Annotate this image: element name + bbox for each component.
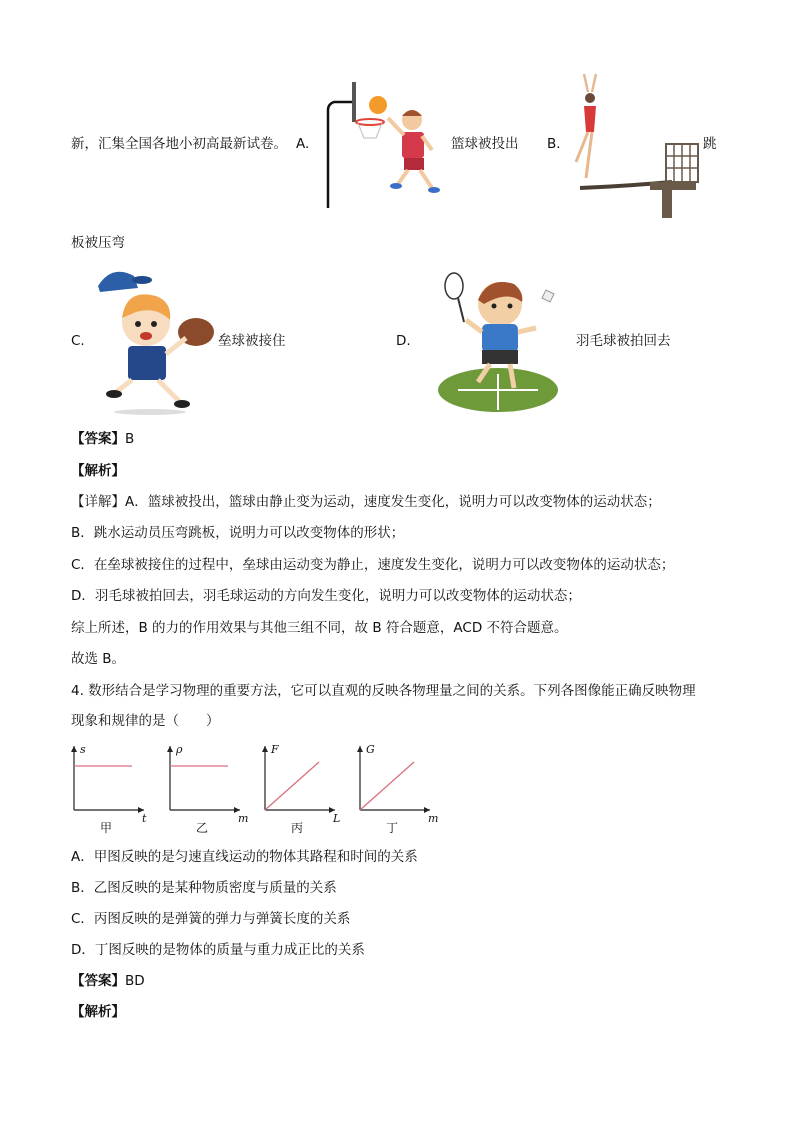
graph-caption: 乙	[195, 821, 209, 835]
graph-x-label: t	[142, 812, 147, 825]
option-c-letter: C.	[71, 333, 85, 349]
q3-conclusion: 故选 B。	[71, 651, 126, 667]
graph-y-arrow	[71, 746, 77, 752]
graph-caption: 丙	[290, 821, 304, 835]
option-b-letter: B.	[547, 136, 561, 152]
graph-y-label: F	[271, 743, 279, 756]
q3-summary: 综上所述，B 的力的作用效果与其他三组不同，故 B 符合题意，ACD 不符合题意。	[71, 620, 568, 636]
q3-answer-label: 【答案】	[71, 431, 125, 447]
option-c-caption: 垒球被接住	[218, 333, 286, 349]
option-a-letter: A.	[296, 136, 310, 152]
q4-option-a: A．甲图反映的是匀速直线运动的物体其路程和时间的关系	[71, 849, 418, 865]
option-b-caption-1: 跳	[703, 136, 717, 152]
graph-y-label: s	[80, 743, 86, 756]
q3-intro: 新，汇集全国各地小初高最新试卷。	[71, 136, 287, 152]
q3-detail-1: 【详解】A．篮球被投出，篮球由静止变为运动，速度发生变化，说明力可以改变物体的运动状态；	[71, 494, 661, 510]
graph-line	[265, 762, 319, 810]
q3-detail-2: B．跳水运动员压弯跳板，说明力可以改变物体的形状；	[71, 525, 405, 541]
graph-y-arrow	[357, 746, 363, 752]
q4-option-c: C．丙图反映的是弹簧的弹力与弹簧长度的关系	[71, 911, 351, 927]
q4-answer-value: BD	[125, 973, 145, 989]
q4-analysis-label: 【解析】	[71, 1004, 125, 1020]
q4-option-d: D．丁图反映的是物体的质量与重力成正比的关系	[71, 942, 365, 958]
diving-board-illustration	[566, 70, 702, 220]
q3-detail-3: C．在垒球被接住的过程中，垒球由运动变为静止，速度发生变化，说明力可以改变物体的运动状态；	[71, 557, 675, 573]
graph-y-arrow	[167, 746, 173, 752]
graph-y-label: ρ	[176, 743, 183, 756]
badminton-illustration	[418, 264, 574, 416]
q4-graphs	[62, 738, 452, 838]
option-d-caption: 羽毛球被拍回去	[576, 333, 671, 349]
q3-answer	[71, 430, 134, 448]
q3-answer-value: B	[125, 431, 135, 447]
graph-line	[360, 762, 414, 810]
graph-x-label: m	[428, 812, 439, 825]
graph-x-label: m	[238, 812, 249, 825]
q4-answer	[71, 972, 145, 990]
baseball-catch-illustration	[86, 262, 216, 418]
graph-y-label: G	[366, 743, 375, 756]
basketball-illustration	[322, 80, 446, 210]
option-d-letter: D.	[396, 333, 411, 349]
q4-option-b: B．乙图反映的是某种物质密度与质量的关系	[71, 880, 337, 896]
q4-stem-1: 4. 数形结合是学习物理的重要方法，它可以直观的反映各物理量之间的关系。下列各图像能正确反映物理	[71, 683, 696, 699]
graph-caption: 丁	[385, 821, 399, 835]
graph-caption: 甲	[99, 821, 113, 835]
option-b-caption-2: 板被压弯	[71, 235, 125, 251]
q3-detail-4: D．羽毛球被拍回去，羽毛球运动的方向发生变化，说明力可以改变物体的运动状态；	[71, 588, 581, 604]
q4-stem-2: 现象和规律的是（ ）	[71, 713, 220, 729]
q4-answer-label: 【答案】	[71, 973, 125, 989]
option-a-caption: 篮球被投出	[451, 136, 519, 152]
graph-x-label: L	[333, 812, 341, 825]
q3-analysis-label: 【解析】	[71, 463, 125, 479]
graph-y-arrow	[262, 746, 268, 752]
